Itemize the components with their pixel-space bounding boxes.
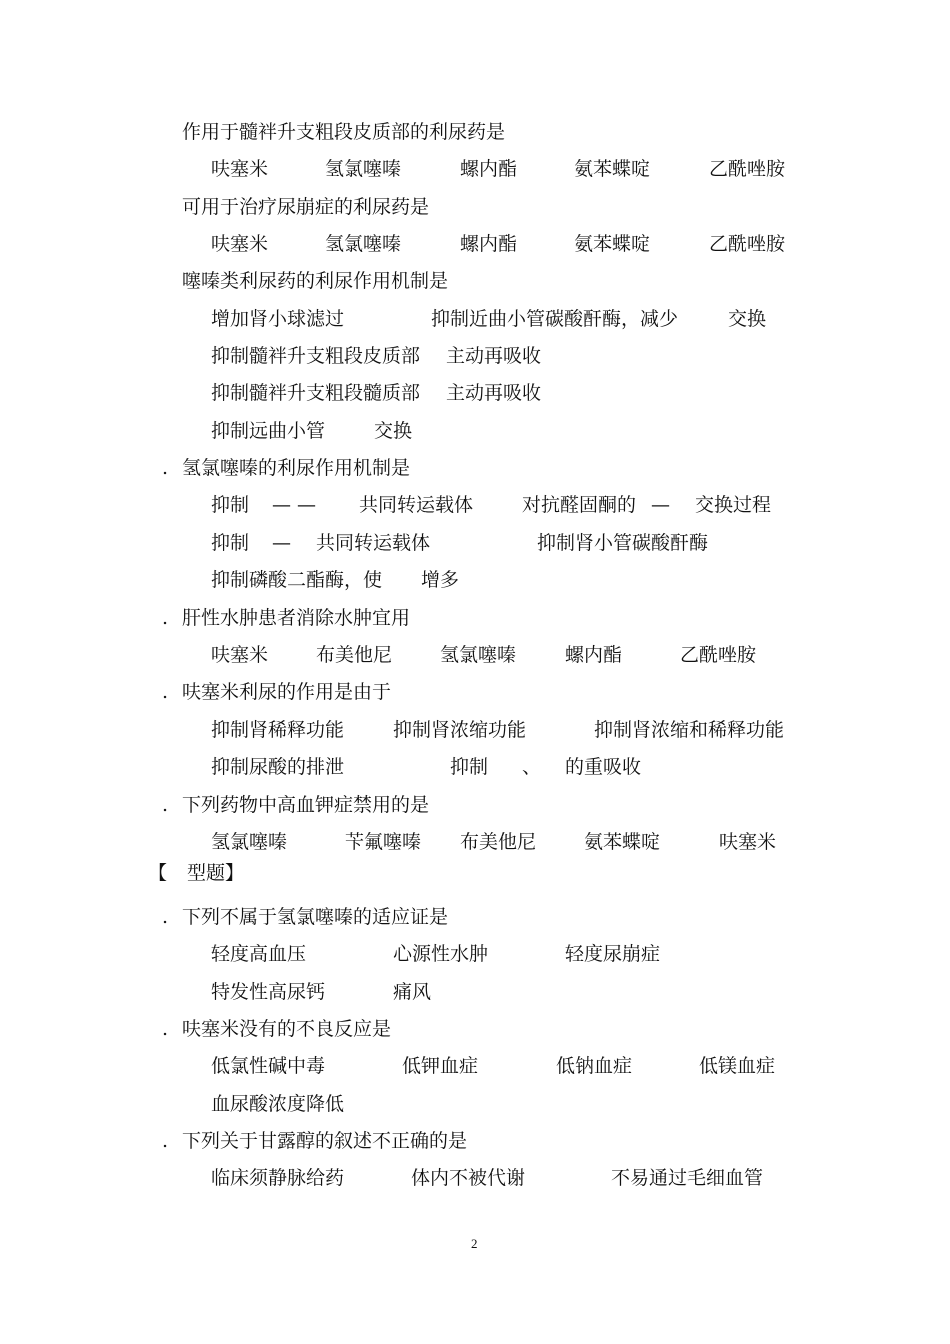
option: 交换 (728, 308, 767, 330)
option: 布美他尼 (316, 644, 393, 666)
option: 抑制肾稀释功能 (211, 719, 345, 741)
question-stem: 下列关于甘露醇的叙述不正确的是 (182, 1130, 468, 1152)
option: 螺内酯 (565, 644, 623, 666)
option: 低钠血症 (556, 1055, 633, 1077)
question-number: . (162, 1130, 169, 1152)
option: 低镁血症 (699, 1055, 776, 1077)
question-stem: 呋塞米没有的不良反应是 (182, 1018, 392, 1040)
option: 抑制远曲小管 (211, 420, 326, 442)
option: 氨苯蝶啶 (584, 831, 661, 853)
option: 氢氯噻嗪 (440, 644, 517, 666)
option: 乙酰唑胺 (709, 233, 786, 255)
option: 增多 (421, 569, 460, 591)
option: 低氯性碱中毒 (211, 1055, 326, 1077)
option: 交换过程 (695, 494, 772, 516)
option: 共同转运载体 (316, 532, 431, 554)
question-stem: 噻嗪类利尿药的利尿作用机制是 (182, 270, 449, 292)
question-number: . (162, 607, 169, 629)
section-bracket: 【 (148, 862, 168, 884)
option: 螺内酯 (460, 158, 518, 180)
option: 乙酰唑胺 (680, 644, 757, 666)
option: 抑制 (450, 756, 489, 778)
option: 抑制髓袢升支粗段髓质部 (211, 382, 421, 404)
option: 呋塞米 (211, 158, 269, 180)
option: 抑制近曲小管碳酸酐酶，减少 (431, 308, 679, 330)
option: 氢氯噻嗪 (211, 831, 288, 853)
option: 轻度高血压 (211, 943, 307, 965)
question-stem: 下列药物中高血钾症禁用的是 (182, 794, 430, 816)
option: — (651, 494, 670, 516)
option: 呋塞米 (211, 644, 269, 666)
question-stem: 呋塞米利尿的作用是由于 (182, 681, 392, 703)
option: 氨苯蝶啶 (574, 158, 651, 180)
option: — — (272, 494, 317, 516)
option: — (272, 532, 291, 554)
option: 抑制磷酸二酯酶，使 (211, 569, 383, 591)
section-heading: 型题】 (187, 862, 245, 884)
option: 轻度尿崩症 (565, 943, 661, 965)
option: 的重吸收 (565, 756, 642, 778)
option: 不易通过毛细血管 (611, 1167, 764, 1189)
question-number: . (162, 681, 169, 703)
option: 苄氟噻嗪 (345, 831, 422, 853)
option: 体内不被代谢 (411, 1167, 526, 1189)
option: 呋塞米 (211, 233, 269, 255)
option: 低钾血症 (402, 1055, 479, 1077)
option: 抑制 (211, 532, 250, 554)
page-number: 2 (471, 1236, 478, 1251)
option: 血尿酸浓度降低 (211, 1093, 345, 1115)
option: 抑制肾浓缩和稀释功能 (594, 719, 785, 741)
option: 主动再吸收 (446, 345, 542, 367)
option: 临床须静脉给药 (211, 1167, 345, 1189)
question-number: . (162, 906, 169, 928)
option: 共同转运载体 (359, 494, 474, 516)
question-stem: 可用于治疗尿崩症的利尿药是 (182, 196, 430, 218)
option: 螺内酯 (460, 233, 518, 255)
option: 抑制肾小管碳酸酐酶 (537, 532, 709, 554)
option: 呋塞米 (719, 831, 777, 853)
question-stem: 作用于髓袢升支粗段皮质部的利尿药是 (182, 121, 506, 143)
option: 抑制尿酸的排泄 (211, 756, 345, 778)
option: 对抗醛固酮的 (522, 494, 637, 516)
option: 痛风 (393, 981, 432, 1003)
question-number: . (162, 1018, 169, 1040)
option: 氢氯噻嗪 (325, 233, 402, 255)
option: 氨苯蝶啶 (574, 233, 651, 255)
option: 抑制肾浓缩功能 (393, 719, 527, 741)
question-number: . (162, 457, 169, 479)
option: 布美他尼 (460, 831, 537, 853)
option: 乙酰唑胺 (709, 158, 786, 180)
option: 主动再吸收 (446, 382, 542, 404)
option: 抑制髓袢升支粗段皮质部 (211, 345, 421, 367)
question-number: . (162, 794, 169, 816)
question-stem: 氢氯噻嗪的利尿作用机制是 (182, 457, 411, 479)
option: 氢氯噻嗪 (325, 158, 402, 180)
question-stem: 下列不属于氢氯噻嗪的适应证是 (182, 906, 449, 928)
option: 抑制 (211, 494, 250, 516)
option: 增加肾小球滤过 (211, 308, 345, 330)
option: 特发性高尿钙 (211, 981, 326, 1003)
option: 交换 (374, 420, 413, 442)
option: 心源性水肿 (393, 943, 489, 965)
option: 、 (522, 756, 542, 778)
question-stem: 肝性水肿患者消除水肿宜用 (182, 607, 411, 629)
